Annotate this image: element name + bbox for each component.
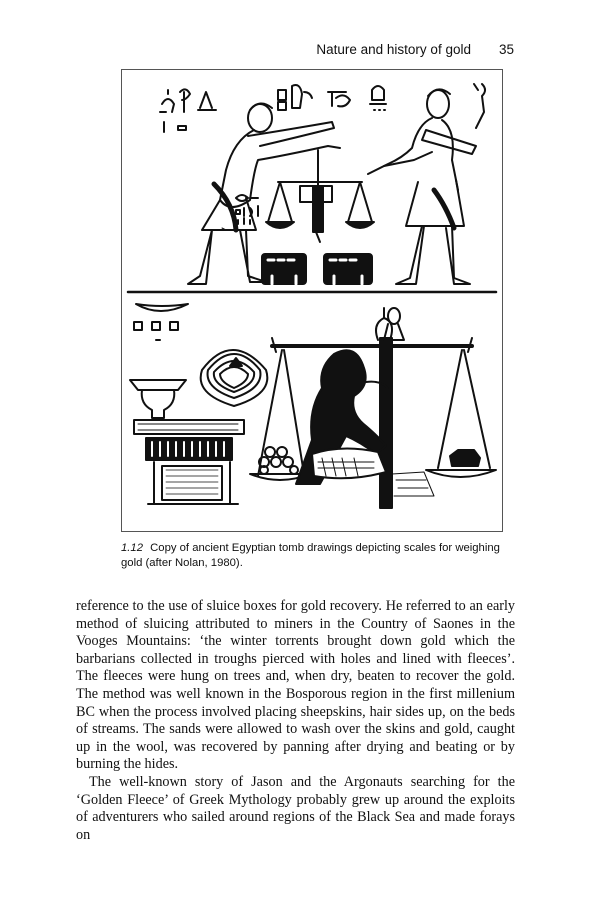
hieroglyphs-upper [160, 84, 485, 132]
running-title: Nature and history of gold [316, 42, 471, 57]
figure-illustration [121, 69, 503, 532]
egyptian-scales-drawing [122, 70, 502, 531]
figure-caption-text: Copy of ancient Egyptian tomb drawings depicting scales for weighing gold (after Nolan, 1980). [121, 542, 500, 569]
kneeling-figure [296, 350, 434, 496]
gold-collar [201, 350, 268, 406]
figure-caption [121, 541, 521, 571]
scribe-figure-right [368, 89, 476, 284]
hieroglyphs-middle [236, 195, 258, 224]
page-number: 35 [498, 42, 514, 57]
balance-scale-lower [250, 308, 496, 508]
balance-scale-upper [266, 150, 374, 242]
body-paragraph: The well-known story of Jason and the Argonauts searching for the ‘Golden Fleece’ of Greek Mythology probably grew up around the exploits of adventurers who sailed around regions of the Black Sea and made forays on [76, 773, 515, 843]
running-head [76, 42, 514, 62]
seated-figurine [384, 308, 404, 340]
body-text [76, 598, 515, 844]
figure-number: 1.12 [121, 542, 143, 554]
offering-stand [130, 380, 244, 504]
vessels-lower-left [134, 304, 188, 340]
body-paragraph: reference to the use of sluice boxes for gold recovery. He referred to an early method of sluicing attributed to miners in the Country of Saones in the Vooges Mountains: ‘the winter torrents brought down gold which the barbarians collected in troughs pierced with holes and lined with fleeces’. The fleeces were hung on trees and, when dry, beaten to recover the gold. The method was well known in the Bosporous region in the first millenium BC when the process involved placing sheepskins, hair sides up, on the beds of streams. The sands were allowed to wash over the skins and gold, caught up in the wool, was recovered by panning after drying and beating or by burning the hides. [76, 598, 515, 773]
